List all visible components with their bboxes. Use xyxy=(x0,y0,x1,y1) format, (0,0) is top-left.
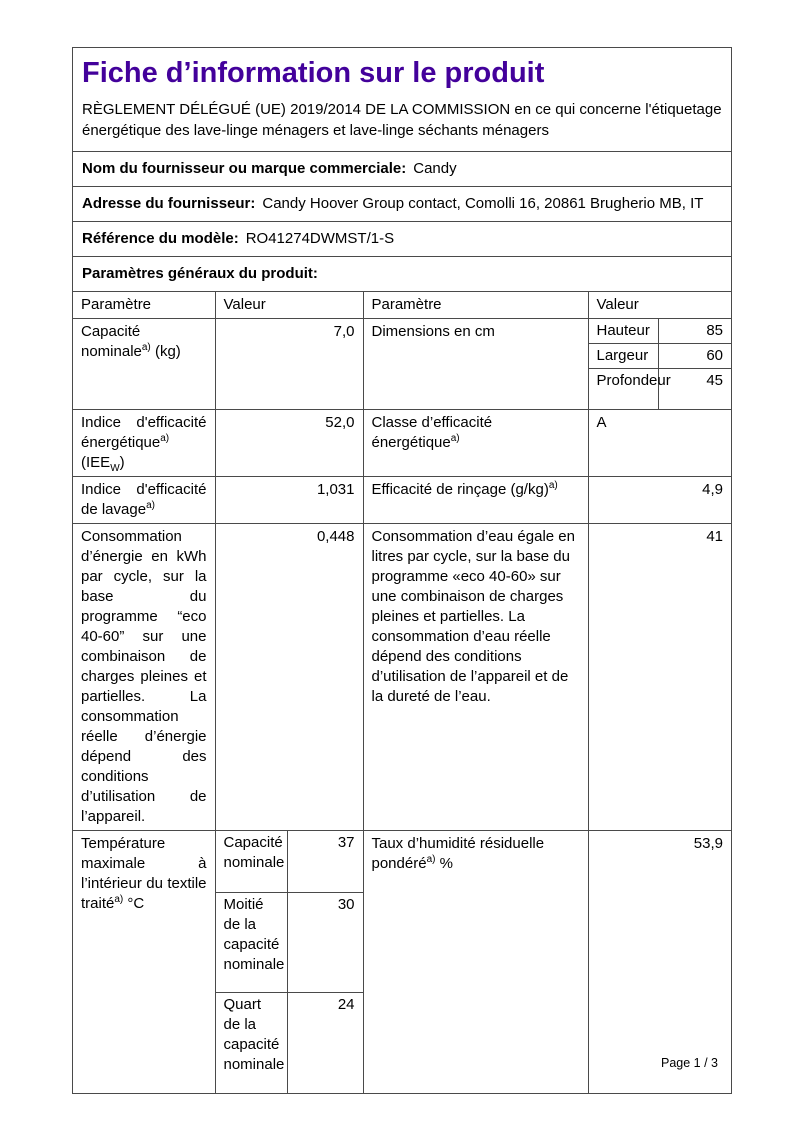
section-heading: Paramètres généraux du produit: xyxy=(82,265,318,282)
model-label: Référence du modèle: xyxy=(82,230,239,247)
address-row xyxy=(73,187,731,222)
temperature-label: Moitié de la capacité nominale xyxy=(216,893,288,993)
footnote-marker: a) xyxy=(450,432,460,444)
temperature-subtable xyxy=(216,831,363,1093)
temperature-row-half xyxy=(216,893,363,993)
temperature-value: 37 xyxy=(337,833,355,851)
value-energy-class: A xyxy=(588,409,731,476)
subscript-w: W xyxy=(110,462,120,474)
param-energy-efficiency-index: Indice d'efficacité énergétique$^{a)}$ $(IEE_W)$ xyxy=(73,409,215,476)
value-water-consumption: 41 xyxy=(588,523,731,830)
title-section xyxy=(73,48,731,152)
param-capacity: Capacité nominale$^{a)}$ (kg) xyxy=(73,319,215,410)
param-energy-consumption: Consommation d’énergie en kWh par cycle, sur la base du programme “eco 40-60” sur une combinaison de charges pleines et partielles. La consommation réelle d’énergie dépend des conditions d’utilisation de l’appareil. xyxy=(73,523,215,830)
temperature-label: Quart de la capacité nominale xyxy=(216,993,288,1093)
address-value: Candy Hoover Group contact, Comolli 16, 20861 Brugherio MB, IT xyxy=(262,195,704,212)
temperature-label: Capacité nominale xyxy=(216,831,288,893)
dimension-value: 60 xyxy=(659,344,732,369)
dimension-label: Profondeur xyxy=(589,369,659,409)
param-washing-efficiency-index: Indice d'efficacité de lavage$^{a)}$ xyxy=(73,476,215,523)
supplier-row xyxy=(73,152,731,187)
value-rinsing-efficiency: 4,9 xyxy=(588,476,731,523)
header-parametre-right: Paramètre xyxy=(363,292,588,319)
value-capacity: 7,0 xyxy=(215,319,363,410)
address-label: Adresse du fournisseur: xyxy=(82,195,256,212)
footnote-marker: a) xyxy=(114,893,124,905)
row-temperature-humidity xyxy=(73,830,731,1093)
footnote-marker: a) xyxy=(146,499,155,511)
value-residual-humidity: 53,9 xyxy=(693,834,723,852)
row-consumption xyxy=(73,523,731,830)
header-valeur-right: Valeur xyxy=(588,292,731,319)
row-capacity-dimensions xyxy=(73,319,731,410)
value-washing-efficiency-index: 1,031 xyxy=(215,476,363,523)
footnote-marker: a) xyxy=(548,479,558,491)
temperature-row-quarter xyxy=(216,993,363,1093)
dimension-row-height xyxy=(589,319,732,344)
temperature-value: 30 xyxy=(288,893,363,993)
header-parametre-left: Paramètre xyxy=(73,292,215,319)
dimension-label: Hauteur xyxy=(589,319,659,344)
param-max-temperature: Température maximale à l’intérieur du textile traité$^{a)}$ °C xyxy=(73,830,215,1093)
parameters-table xyxy=(73,292,731,1093)
param-dimensions: Dimensions en cm xyxy=(363,319,588,410)
param-rinsing-efficiency: Efficacité de rinçage $(g/kg)^{a)}$ xyxy=(363,476,588,523)
regulation-text: RÈGLEMENT DÉLÉGUÉ (UE) 2019/2014 DE LA COMMISSION en ce qui concerne l'étiquetage énergétique des lave-linge ménagers et lave-linge séchants ménagers xyxy=(82,101,722,139)
product-information-sheet xyxy=(72,47,732,1094)
model-row xyxy=(73,222,731,257)
temperature-value: 24 xyxy=(288,993,363,1093)
temperature-row-rated xyxy=(216,831,363,893)
model-value: RO41274DWMST/1-S xyxy=(245,230,395,247)
dimension-value: 45 xyxy=(659,369,732,409)
dimensions-subtable-cell xyxy=(588,319,731,410)
dimension-value: 85 xyxy=(706,322,723,339)
value-energy-efficiency-index: 52,0 xyxy=(215,409,363,476)
param-energy-class: Classe d’efficacité énergétique$^{a)}$ xyxy=(363,409,588,476)
dimensions-subtable xyxy=(589,319,732,409)
param-residual-humidity: Taux d’humidité résiduelle pondéré$^{a)}$ % xyxy=(363,830,588,1093)
page-indicator: Page 1 / 3 xyxy=(661,1056,718,1070)
supplier-label: Nom du fournisseur ou marque commerciale: xyxy=(82,160,407,177)
header-valeur-left: Valeur xyxy=(215,292,363,319)
value-energy-consumption: 0,448 xyxy=(215,523,363,830)
param-water-consumption: Consommation d’eau égale en litres par cycle, sur la base du programme «eco 40-60» sur une combinaison de charges pleines et partielles. La consommation d’eau réelle dépend des conditions d’utilisation de l’appareil et de la dureté de l’eau. xyxy=(363,523,588,830)
footnote-marker: a) xyxy=(426,853,436,865)
dimension-row-width xyxy=(589,344,732,369)
general-parameters-heading-row xyxy=(73,257,731,292)
supplier-value: Candy xyxy=(413,160,457,177)
dimension-row-depth xyxy=(589,369,732,409)
row-washing-rinsing xyxy=(73,476,731,523)
dimension-label: Largeur xyxy=(589,344,659,369)
temperature-subtable-cell xyxy=(215,830,363,1093)
table-header-row xyxy=(73,292,731,319)
footnote-marker: a) xyxy=(160,432,170,444)
row-energy-efficiency xyxy=(73,409,731,476)
page-title: Fiche d’information sur le produit xyxy=(82,57,545,89)
footnote-marker: a) xyxy=(141,342,151,353)
